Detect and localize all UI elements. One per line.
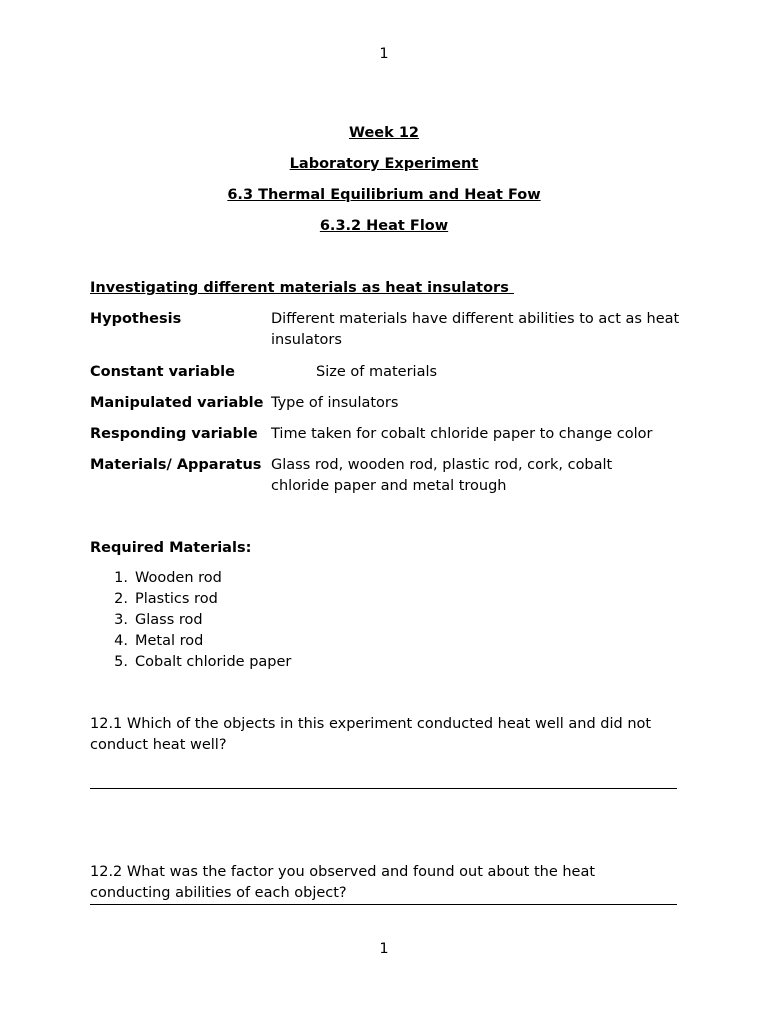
hypothesis-value: Different materials have different abilities to act as heat insulators <box>271 311 680 348</box>
list-item-text: Metal rod <box>135 633 204 649</box>
list-item-text: Glass rod <box>135 612 203 628</box>
list-item-text: Wooden rod <box>135 570 222 586</box>
heading-lab: Laboratory Experiment <box>289 156 479 172</box>
constant-variable-value: Size of materials <box>316 364 438 380</box>
materials-apparatus-value: Glass rod, wooden rod, plastic rod, cork, cobalt chloride paper and metal trough <box>271 457 613 494</box>
heading-section: 6.3 Thermal Equilibrium and Heat Fow <box>227 187 541 203</box>
question-12-2: 12.2 What was the factor you observed and found out about the heat conducting abilities of each object? <box>90 864 596 901</box>
list-item-number: 1. <box>114 570 128 586</box>
answer-line-12-1[interactable] <box>90 788 677 789</box>
list-item-number: 2. <box>114 591 128 607</box>
page-number-bottom: 1 <box>379 941 389 957</box>
heading-subsection: 6.3.2 Heat Flow <box>319 218 449 234</box>
list-item-text: Cobalt chloride paper <box>135 654 292 670</box>
list-item <box>90 568 291 589</box>
question-12-1: 12.1 Which of the objects in this experiment conducted heat well and did not conduct heat well? <box>90 716 652 753</box>
manipulated-variable-value: Type of insulators <box>271 395 399 411</box>
list-item <box>90 652 291 673</box>
required-materials-title: Required Materials: <box>90 540 252 556</box>
answer-line-12-2[interactable] <box>90 904 677 905</box>
constant-variable-label: Constant variable <box>90 364 235 380</box>
responding-variable-value: Time taken for cobalt chloride paper to change color <box>271 426 653 442</box>
list-item <box>90 610 291 631</box>
list-item <box>90 589 291 610</box>
list-item-text: Plastics rod <box>135 591 218 607</box>
list-item-number: 3. <box>114 612 128 628</box>
list-item <box>90 631 291 652</box>
responding-variable-label: Responding variable <box>90 426 258 442</box>
heading-week: Week 12 <box>348 125 419 141</box>
list-item-number: 5. <box>114 654 128 670</box>
page-number-top: 1 <box>379 46 389 62</box>
required-materials-list <box>90 568 291 673</box>
investigation-title: Investigating different materials as heat insulators <box>90 280 514 296</box>
manipulated-variable-label: Manipulated variable <box>90 395 264 411</box>
materials-apparatus-label: Materials/ Apparatus <box>90 457 262 473</box>
hypothesis-label: Hypothesis <box>90 311 182 327</box>
list-item-number: 4. <box>114 633 128 649</box>
